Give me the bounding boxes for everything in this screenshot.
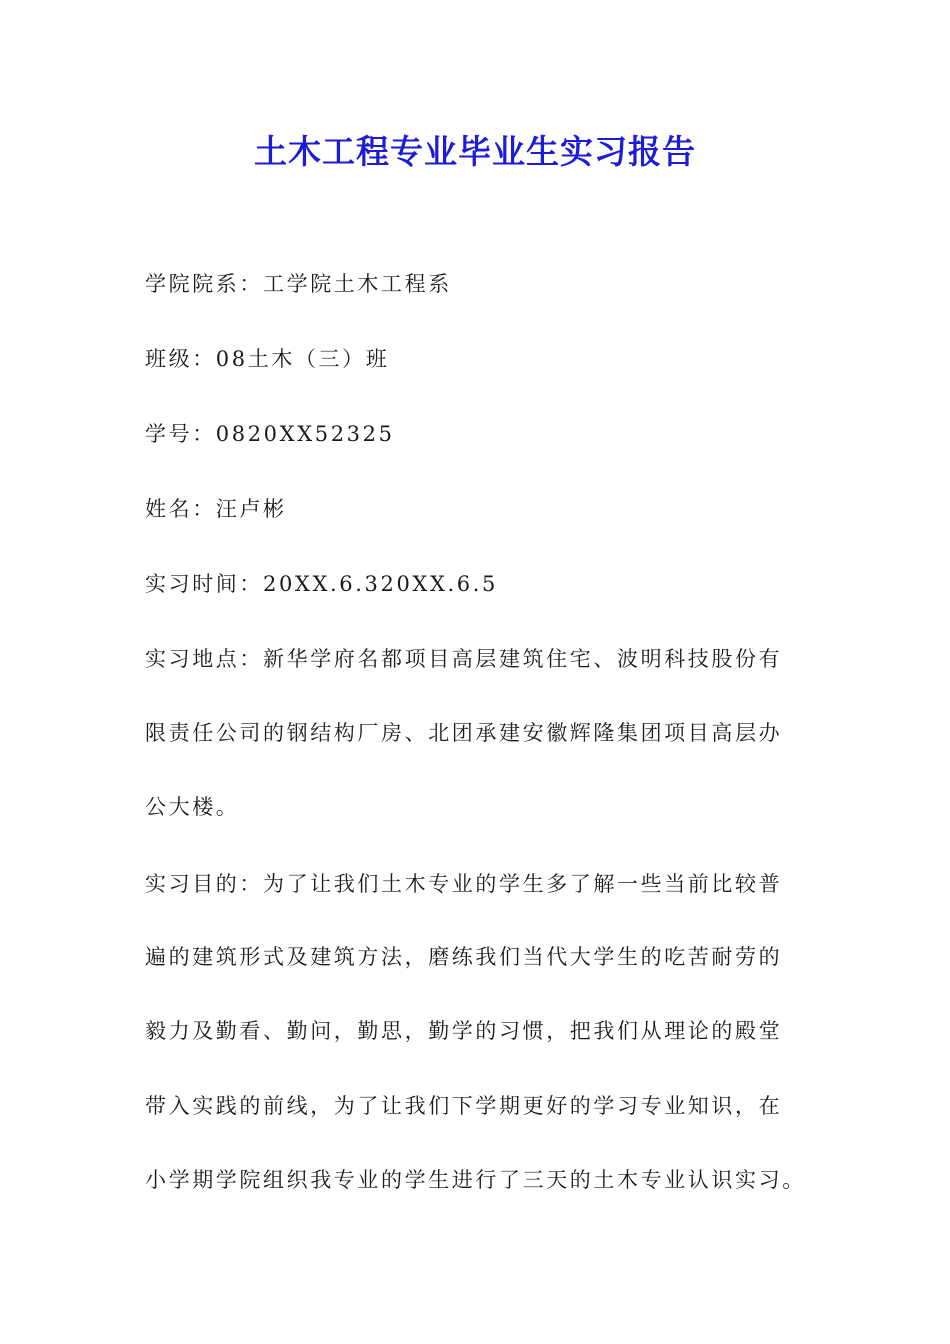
location-line: 公大楼。 bbox=[145, 795, 240, 819]
field-class: 班级：08土木（三）班 bbox=[145, 347, 390, 371]
purpose-line: 遍的建筑形式及建筑方法，磨练我们当代大学生的吃苦耐劳的 bbox=[145, 945, 783, 969]
field-name: 姓名：汪卢彬 bbox=[145, 497, 287, 521]
purpose-line: 实习目的：为了让我们土木专业的学生多了解一些当前比较普 bbox=[145, 872, 783, 896]
field-student-id: 学号：0820XX52325 bbox=[145, 422, 395, 446]
location-line: 实习地点：新华学府名都项目高层建筑住宅、波明科技股份有 bbox=[145, 647, 783, 671]
purpose-line: 带入实践的前线，为了让我们下学期更好的学习专业知识，在 bbox=[145, 1094, 783, 1118]
purpose-line: 毅力及勤看、勤问，勤思，勤学的习惯，把我们从理论的殿堂 bbox=[145, 1019, 783, 1043]
field-department: 学院院系：工学院土木工程系 bbox=[145, 272, 452, 296]
location-line: 限责任公司的钢结构厂房、北团承建安徽辉隆集团项目高层办 bbox=[145, 721, 783, 745]
field-period: 实习时间：20XX.6.320XX.6.5 bbox=[145, 572, 498, 596]
document-title: 土木工程专业毕业生实习报告 bbox=[254, 132, 696, 171]
purpose-line: 小学期学院组织我专业的学生进行了三天的土木专业认识实习。 bbox=[145, 1168, 806, 1192]
